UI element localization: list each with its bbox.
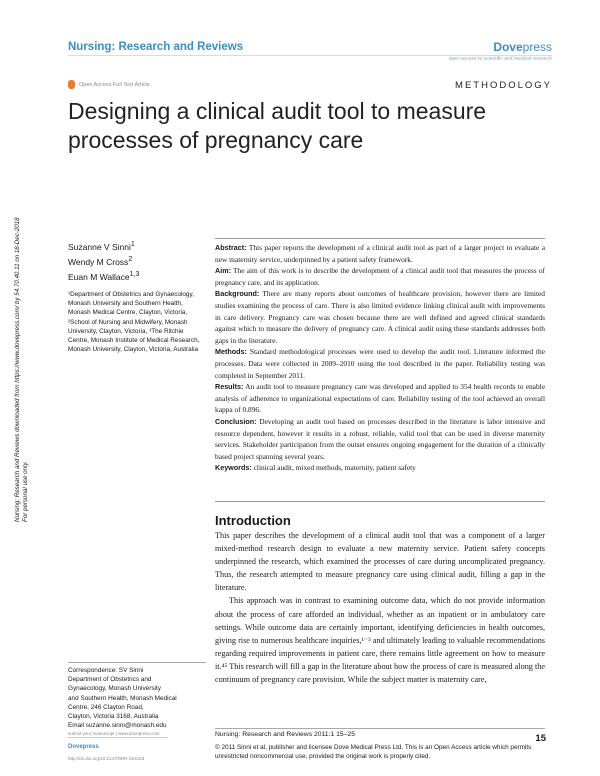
abstract-conclusion: Conclusion: Developing an audit tool based on processes described in the literature is labor intensive and resource dependent, however it results in a robust, reliable, valid tool that can be used in diverse maternity services. Stakeholder participation from the outset ensures ongoing engagement for the duration of a clinically based project spanning several years. (215, 416, 545, 461)
author: Suzanne V Sinni$^1$ (68, 240, 135, 252)
copyright-notice: © 2011 Sinni et al, publisher and licensee Dove Medical Press Ltd. This is an Open Access article which permits unrestricted noncommercial use, provided the original work is properly cited. (215, 744, 532, 760)
footer-citation: Nursing: Research and Reviews 2011:1 15–25 (215, 731, 356, 738)
open-access-text: Open Access Full Text Article (79, 81, 150, 88)
footer-rule (215, 728, 545, 729)
abstract-bottom-rule (215, 501, 545, 502)
intro-paragraph: This paper describes the development of a clinical audit tool that was a component of a larger mixed-method research design to evaluate a new maternity service. Patient safety concepts underpinned the research, which examined the processes of care during uncomplicated pregnancy. Thus, the research attempted to measure pregnancy care using clinical audit, filling a gap in the literature. (215, 531, 545, 593)
download-sidebar (14, 150, 38, 530)
footer-left-rule (68, 737, 168, 738)
page-number: 15 (535, 733, 546, 744)
correspondence: Correspondence: SV Sinni Department of Obstetrics and Gynaecology, Monash University and Southern Health, Monash Medical Centre, 246 Clayton Road, Clayton, Victoria 3168, Australia Email suzanne.sinni@monash.edu (68, 667, 177, 730)
personal-use-note: For personal use only. (22, 461, 29, 522)
author: Euan M Wallace$^{1,3}$ (68, 269, 140, 282)
author: Wendy M Cross$^2$ (68, 254, 133, 267)
correspondence-rule (68, 662, 206, 663)
abstract (215, 242, 545, 474)
abstract-methods: Methods: Standard methodological processes were used to develop the audit tool. Literature informed the processes. Data were collected in 2009–2010 using the tool described in the paper. Reliability testing was completed in September 2011. (215, 347, 545, 380)
abstract-paragraph: Abstract: This paper reports the development of a clinical audit tool as part of a larger project to evaluate a new maternity service, underpinned by a patient safety framework. (215, 243, 546, 264)
footer-logo: Dovepress (68, 744, 99, 750)
introduction-body (215, 529, 545, 686)
brand-press: press (522, 40, 552, 54)
abstract-background: Background: There are many reports about outcomes of healthcare provision, however there are limited studies examining the process of care. There is also limited evidence linking clinical audit with improvements in care delivery. Pregnancy care was chosen because there are well defined and agreed clinical standards against which to measure the delivery of pregnancy care. A clinical audit using these standards addresses both gaps in the literature. (215, 289, 546, 345)
section-heading: Introduction (215, 513, 291, 528)
abstract-results: Results: An audit tool to measure pregnancy care was developed and applied to 354 health records to enable analysis of adherence to organizational expectations of care. Reliability testing of the tool achieved an overall kappa of 0.896. (215, 382, 545, 415)
submit-link[interactable]: submit your manuscript | www.dovepress.com (68, 731, 160, 736)
publisher-tagline: open access to scientific and medical research (448, 56, 552, 62)
download-note: Nursing: Research and Reviews downloaded from https://www.dovepress.com/ by 54.70.40.11 on 18-Dec-2018 (14, 217, 21, 522)
brand-main: Dove (493, 40, 523, 54)
section-label: METHODOLOGY (455, 80, 552, 91)
doi-link[interactable]: http://dx.doi.org/10.2147/NRR.S24163 (68, 756, 145, 761)
abstract-aim: Aim: The aim of this work is to describe the development of a clinical audit tool that measures the process of pregnancy care, and its application. (215, 266, 545, 287)
sidebar-text (14, 217, 30, 522)
author-list (68, 238, 139, 282)
publisher-logo (493, 40, 552, 54)
open-access-icon (68, 80, 75, 89)
article-title: Designing a clinical audit tool to measure processes of pregnancy care (68, 98, 487, 153)
abstract-keywords: Keywords: clinical audit, mixed methods, maternity, patient safety (215, 463, 416, 473)
intro-paragraph: This approach was in contrast to examining outcome data, which do not provide information about the process of care afforded an individual, whether as an inpatient or in ambulatory care settings. While outcome data are certainly important, identifying deficiencies in health outcomes, giving rise to numerous healthcare inquiries,¹⁻³ and ultimately leading to valuable recommendations regarding required improvements in patient care, there remains little agreement on how to measure it.⁴⁵ This research will fill a gap in the literature about how the process of care is measured along the continuum of pregnancy care provision. While the subject matter is maternity care, (215, 596, 545, 685)
open-access-label (68, 80, 150, 89)
abstract-top-rule (215, 238, 545, 239)
journal-name: Nursing: Research and Reviews (68, 41, 244, 53)
affiliations: ¹Department of Obstetrics and Gynaecology, Monash University and Southern Health, Monash Medical Centre, Clayton, Victoria, ²School of Nursing and Midwifery, Monash University, Clayton, Victoria, ³The Ritchie Centre, Monash Institute of Medical Research, Monash University, Clayton, Victoria, Australia (68, 291, 200, 354)
